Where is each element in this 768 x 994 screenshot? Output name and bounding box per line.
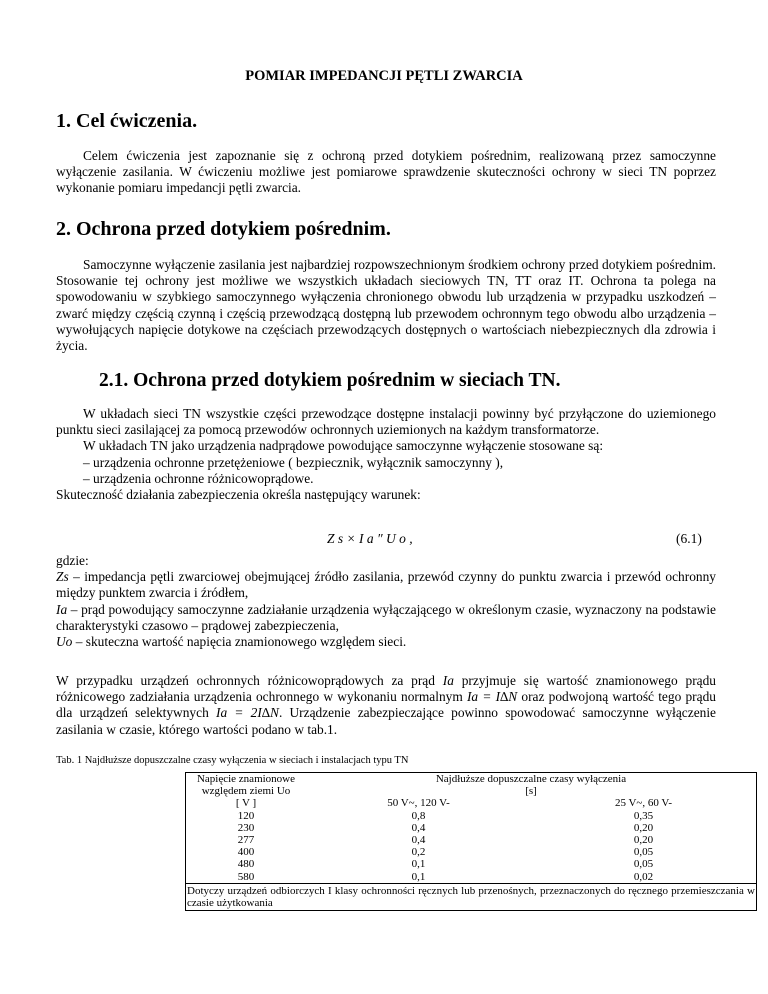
cell-voltage: 277 bbox=[237, 834, 255, 847]
paragraph-overcurrent-devices: W układach TN jako urządzenia nadprądowe powodujące samoczynne wyłączenie stosowane są: bbox=[83, 438, 604, 454]
cell-voltage: 120 bbox=[237, 809, 255, 822]
cell-time-1: 0,2 bbox=[411, 846, 426, 859]
rcd-equation-selective: Ia = 2I∆N bbox=[216, 705, 279, 721]
cell-voltage: 400 bbox=[237, 846, 255, 859]
table-row bbox=[186, 834, 756, 846]
cell-time-2: 0,20 bbox=[633, 834, 654, 847]
rcd-text-1: W przypadku urządzeń ochronnych różnicowoprądowych za prąd bbox=[56, 673, 443, 688]
section-1-text: Celem ćwiczenia jest zapoznanie się z ochroną przed dotykiem pośrednim, realizowaną przez samoczynne wyłączenie zasilania. W ćwiczeniu możliwe jest pomiarowe sprawdzenie skuteczności ochrony w sieci TN poprzez wykonanie pomiaru impedancji pętli zwarcia. bbox=[56, 148, 716, 196]
formula-6-1: Z s × I a ″ U o , bbox=[327, 531, 413, 546]
cell-time-2: 0,35 bbox=[633, 809, 654, 822]
definition-ia-text: – prąd powodujący samoczynne zadziałanie urządzenia wyłączającego w określonym czasie, wyznaczony na podstawie charakterystyki czasowo – prądowej zabezpieczenia, bbox=[56, 601, 716, 633]
table-caption: Tab. 1 Najdłuższe dopuszczalne czasy wyłączenia w sieciach i instalacjach typu TN bbox=[56, 755, 409, 766]
definition-ia bbox=[56, 602, 716, 634]
rcd-text-2: przyjmuje się wartość znamionowego prądu różnicowego zadziałania urządzenia ochronnego w wykonaniu normalnym bbox=[56, 673, 716, 705]
symbol-zs: Zs bbox=[56, 569, 69, 585]
cell-voltage: 580 bbox=[237, 870, 255, 883]
header-sub-2: 25 V~, 60 V- bbox=[614, 797, 673, 810]
cell-time-1: 0,4 bbox=[411, 834, 426, 847]
symbol-ia: Ia bbox=[56, 601, 68, 617]
symbol-uo: Uo bbox=[56, 634, 73, 650]
document-title: POMIAR IMPEDANCJI PĘTLI ZWARCIA bbox=[245, 68, 523, 84]
header-voltage-l2: względem ziemi Uo bbox=[201, 785, 291, 798]
equation-number: (6.1) bbox=[676, 531, 702, 546]
cell-time-2: 0,20 bbox=[633, 821, 654, 834]
table-row bbox=[186, 858, 756, 870]
rcd-text-4: . Urządzenie zabezpieczające powinno spowodować samoczynne wyłączenie zasilania w czasie, którego wartości podano w tab.1. bbox=[56, 705, 716, 737]
paragraph-tn-connection: W układach sieci TN wszystkie części przewodzące dostępne instalacji powinny być przyłączone do uziemionego punktu sieci zasilającej za pomocą przewodów ochronnych uziemionych na każdym transformatorze. bbox=[56, 406, 716, 438]
cell-time-2: 0,05 bbox=[633, 858, 654, 871]
table-header-row-3 bbox=[186, 797, 756, 809]
disconnection-times-table bbox=[185, 772, 757, 911]
definitions-intro: gdzie: bbox=[56, 553, 89, 568]
table-note: Dotyczy urządzeń odbiorczych I klasy ochronności ręcznych lub przenośnych, przeznaczonych do ręcznego przemieszczania w czasie użytkowania bbox=[187, 884, 755, 910]
header-voltage-l1: Napięcie znamionowe bbox=[196, 773, 296, 785]
header-voltage-l3: [ V ] bbox=[235, 797, 257, 810]
paragraph-rcd bbox=[56, 673, 716, 738]
section-1-heading: 1. Cel ćwiczenia. bbox=[56, 110, 198, 132]
table-header-row-1 bbox=[186, 773, 756, 785]
section-2-heading: 2. Ochrona przed dotykiem pośrednim. bbox=[56, 218, 391, 240]
cell-time-1: 0,1 bbox=[411, 870, 426, 883]
table-header-row-2 bbox=[186, 785, 756, 797]
table-row bbox=[186, 810, 756, 822]
definition-zs bbox=[56, 569, 716, 601]
table-row bbox=[186, 846, 756, 858]
rcd-symbol-ia: Ia bbox=[442, 673, 454, 688]
definitions-block bbox=[56, 553, 716, 650]
header-sub-1: 50 V~, 120 V- bbox=[387, 797, 450, 810]
cell-voltage: 230 bbox=[237, 821, 255, 834]
rcd-text-3: oraz podwojoną wartość tego prądu dla urządzeń selektywnych bbox=[56, 689, 716, 721]
table-row bbox=[186, 822, 756, 834]
cell-voltage: 480 bbox=[237, 858, 255, 871]
definition-zs-text: – impedancja pętli zwarciowej obejmującej źródło zasilania, przewód czynny do punktu zwarcia i przewód ochronny między punktem zwarcia i źródłem, bbox=[56, 569, 716, 601]
rcd-equation-normal: Ia = I∆N bbox=[466, 689, 518, 705]
section-2-1-body bbox=[56, 406, 716, 503]
list-item-overcurrent: – urządzenia ochronne przetężeniowe ( bezpiecznik, wyłącznik samoczynny ), bbox=[83, 454, 504, 470]
cell-time-1: 0,1 bbox=[411, 858, 426, 871]
cell-time-1: 0,4 bbox=[411, 821, 426, 834]
definition-uo bbox=[56, 634, 716, 650]
table-row bbox=[186, 871, 756, 884]
definition-uo-text: – skuteczna wartość napięcia znamionowego względem sieci. bbox=[72, 634, 407, 650]
list-item-residual-current: – urządzenia ochronne różnicowoprądowe. bbox=[83, 470, 314, 486]
cell-time-1: 0,8 bbox=[411, 809, 426, 822]
header-times-l1: Najdłuższe dopuszczalne czasy wyłączenia bbox=[435, 773, 627, 785]
cell-time-2: 0,02 bbox=[633, 870, 654, 883]
paragraph-condition: Skuteczność działania zabezpieczenia określa następujący warunek: bbox=[56, 487, 421, 503]
cell-time-2: 0,05 bbox=[633, 846, 654, 859]
header-times-l2: [s] bbox=[525, 785, 537, 798]
table-note-row bbox=[186, 883, 756, 910]
section-2-text: Samoczynne wyłączenie zasilania jest najbardziej rozpowszechnionym środkiem ochrony przed dotykiem pośrednim. Stosowanie tej ochrony jest możliwe we wszystkich układach sieciowych TN, TT oraz IT. Ochrona ta polega na spowodowaniu w szybkiego samoczynnego wyłączenia chronionego obwodu lub urządzenia w przypadku uszkodzeń – zwarć między częścią czynną i częścią przewodzącą dostępną lub przewodem ochronnym tego obwodu albo urządzenia – wywołujących napięcie dotykowe na częściach przewodzących dostępnych o wartościach niebezpiecznych dla zdrowia i życia. bbox=[56, 257, 716, 354]
section-2-1-heading: 2.1. Ochrona przed dotykiem pośrednim w sieciach TN. bbox=[99, 370, 561, 391]
